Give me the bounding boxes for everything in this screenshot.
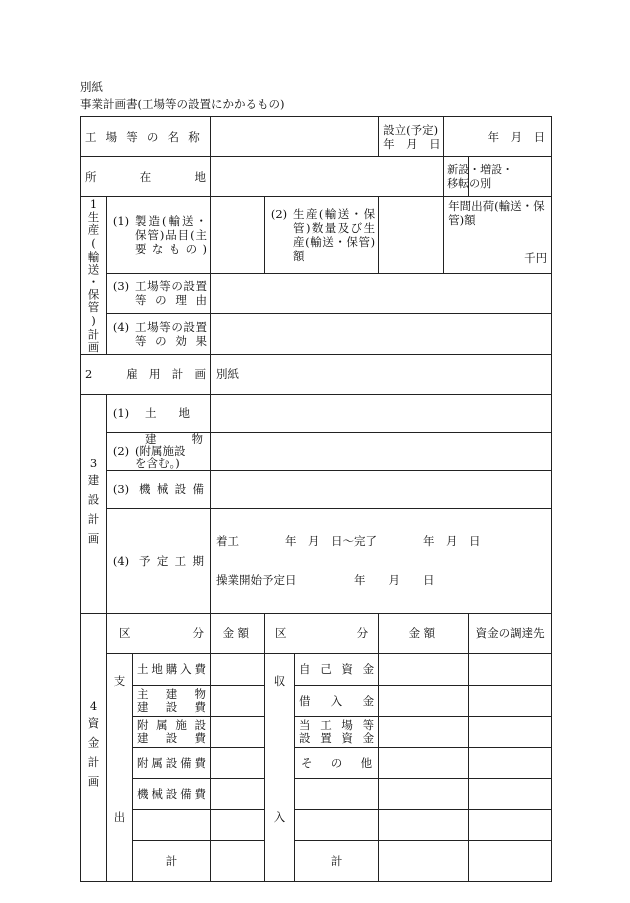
construction-row-3	[81, 470, 552, 508]
income-own-source[interactable]	[469, 653, 552, 685]
funding-source-header: 資金の調達先	[469, 613, 552, 653]
funding-row-6	[81, 809, 552, 840]
income-subsidy-label: 当工場等 設置資金	[295, 716, 379, 747]
income-blank-label-2[interactable]	[295, 809, 379, 840]
income-other-source[interactable]	[469, 747, 552, 778]
income-blank-label-1[interactable]	[295, 778, 379, 809]
income-blank-amount-2[interactable]	[379, 809, 469, 840]
establishment-type-label: 新設・増設・ 移転の別	[444, 157, 469, 197]
income-amount-header: 金額	[379, 613, 469, 653]
reason-label: (3) 工場等の設置等の理由	[107, 273, 211, 313]
production-volume-field[interactable]	[379, 197, 444, 274]
funding-row-1	[81, 653, 552, 685]
construction-section-label: 3 建設計画	[81, 394, 107, 613]
document-title: 事業計画書(工場等の設置にかかるもの)	[80, 97, 285, 111]
annual-shipment-label: 年間出荷(輸送・保管)額	[448, 199, 545, 227]
building-label: (2) 建物 (附属施設 を含む。)	[107, 432, 211, 470]
expense-main-building-amount[interactable]	[211, 685, 265, 716]
reason-field[interactable]	[211, 273, 552, 313]
expense-main-building-label: 主建物 建設費	[133, 685, 211, 716]
location-field[interactable]	[211, 157, 444, 197]
income-loan-label: 借入金	[295, 685, 379, 716]
income-subsidy-amount[interactable]	[379, 716, 469, 747]
expense-amount-header: 金額	[211, 613, 265, 653]
income-side-label: 収 入	[265, 653, 295, 881]
effect-field[interactable]	[211, 314, 552, 354]
location-row	[81, 157, 552, 197]
income-blank-source-1[interactable]	[469, 778, 552, 809]
income-total-amount[interactable]	[379, 840, 469, 881]
income-blank-amount-1[interactable]	[379, 778, 469, 809]
employment-label: 2 雇用計画	[81, 354, 211, 394]
income-other-amount[interactable]	[379, 747, 469, 778]
construction-row-1	[81, 394, 552, 432]
production-row-1	[81, 197, 552, 274]
schedule-operation-start: 操業開始予定日 年 月 日	[216, 572, 435, 587]
expense-annex-building-label: 附属施設 建設費	[133, 716, 211, 747]
expense-annex-equipment-label: 附属設備費	[133, 747, 211, 778]
income-category-header: 区分	[265, 613, 379, 653]
income-total-label: 計	[295, 840, 379, 881]
employment-row	[81, 354, 552, 394]
production-volume-label: (2) 生産(輸送・保管)数量及び生産(輸送・保管)額	[265, 197, 379, 274]
land-label: (1) 土地	[107, 394, 211, 432]
business-plan-form	[80, 116, 552, 882]
expense-machinery-label: 機械設備費	[133, 778, 211, 809]
expense-annex-equipment-amount[interactable]	[211, 747, 265, 778]
income-own-label: 自己資金	[295, 653, 379, 685]
construction-row-4	[81, 508, 552, 613]
funding-row-4	[81, 747, 552, 778]
factory-name-field[interactable]	[211, 117, 379, 157]
income-own-amount[interactable]	[379, 653, 469, 685]
production-item-field[interactable]	[211, 197, 265, 274]
schedule-construction-period: 着工 年 月 日〜完了 年 月 日	[216, 533, 481, 548]
land-field[interactable]	[211, 394, 552, 432]
funding-total-row	[81, 840, 552, 881]
expense-land-label: 土地購入費	[133, 653, 211, 685]
production-item-label: (1) 製造(輸送・保管)品目(主要なもの)	[107, 197, 211, 274]
income-total-source[interactable]	[469, 840, 552, 881]
annual-shipment-cell[interactable]	[444, 197, 552, 274]
expense-blank-label[interactable]	[133, 809, 211, 840]
location-label: 所在地	[81, 157, 211, 197]
expense-total-label: 計	[133, 840, 211, 881]
income-subsidy-source[interactable]	[469, 716, 552, 747]
machinery-label: (3) 機械設備	[107, 470, 211, 508]
production-row-3	[81, 273, 552, 313]
production-section-label: 1 生産(輸送・保管)計画	[81, 197, 107, 355]
income-other-label: その他	[295, 747, 379, 778]
funding-row-5	[81, 778, 552, 809]
income-blank-source-2[interactable]	[469, 809, 552, 840]
machinery-field[interactable]	[211, 470, 552, 508]
expense-category-header: 区分	[107, 613, 211, 653]
expense-land-amount[interactable]	[211, 653, 265, 685]
expense-blank-amount[interactable]	[211, 809, 265, 840]
employment-value[interactable]: 別紙	[211, 354, 552, 394]
funding-row-2	[81, 685, 552, 716]
expense-machinery-amount[interactable]	[211, 778, 265, 809]
schedule-field[interactable]	[211, 508, 552, 613]
expense-annex-building-amount[interactable]	[211, 716, 265, 747]
funding-section-label: 4 資金計画	[81, 613, 107, 881]
funding-row-3	[81, 716, 552, 747]
factory-name-label: 工場等の名称	[81, 117, 211, 157]
building-field[interactable]	[211, 432, 552, 470]
income-loan-amount[interactable]	[379, 685, 469, 716]
effect-label: (4) 工場等の設置等の効果	[107, 314, 211, 354]
attachment-label: 別紙	[80, 80, 103, 94]
expense-side-label: 支 出	[107, 653, 133, 881]
establishment-label: 設立(予定) 年 月 日	[379, 117, 444, 157]
expense-total-amount[interactable]	[211, 840, 265, 881]
establishment-date-field[interactable]: 年 月 日	[444, 117, 552, 157]
funding-header-row	[81, 613, 552, 653]
factory-name-row	[81, 117, 552, 157]
schedule-label: (4) 予定工期	[107, 508, 211, 613]
unit-label: 千円	[524, 251, 548, 265]
production-row-4	[81, 314, 552, 354]
construction-row-2	[81, 432, 552, 470]
income-loan-source[interactable]	[469, 685, 552, 716]
